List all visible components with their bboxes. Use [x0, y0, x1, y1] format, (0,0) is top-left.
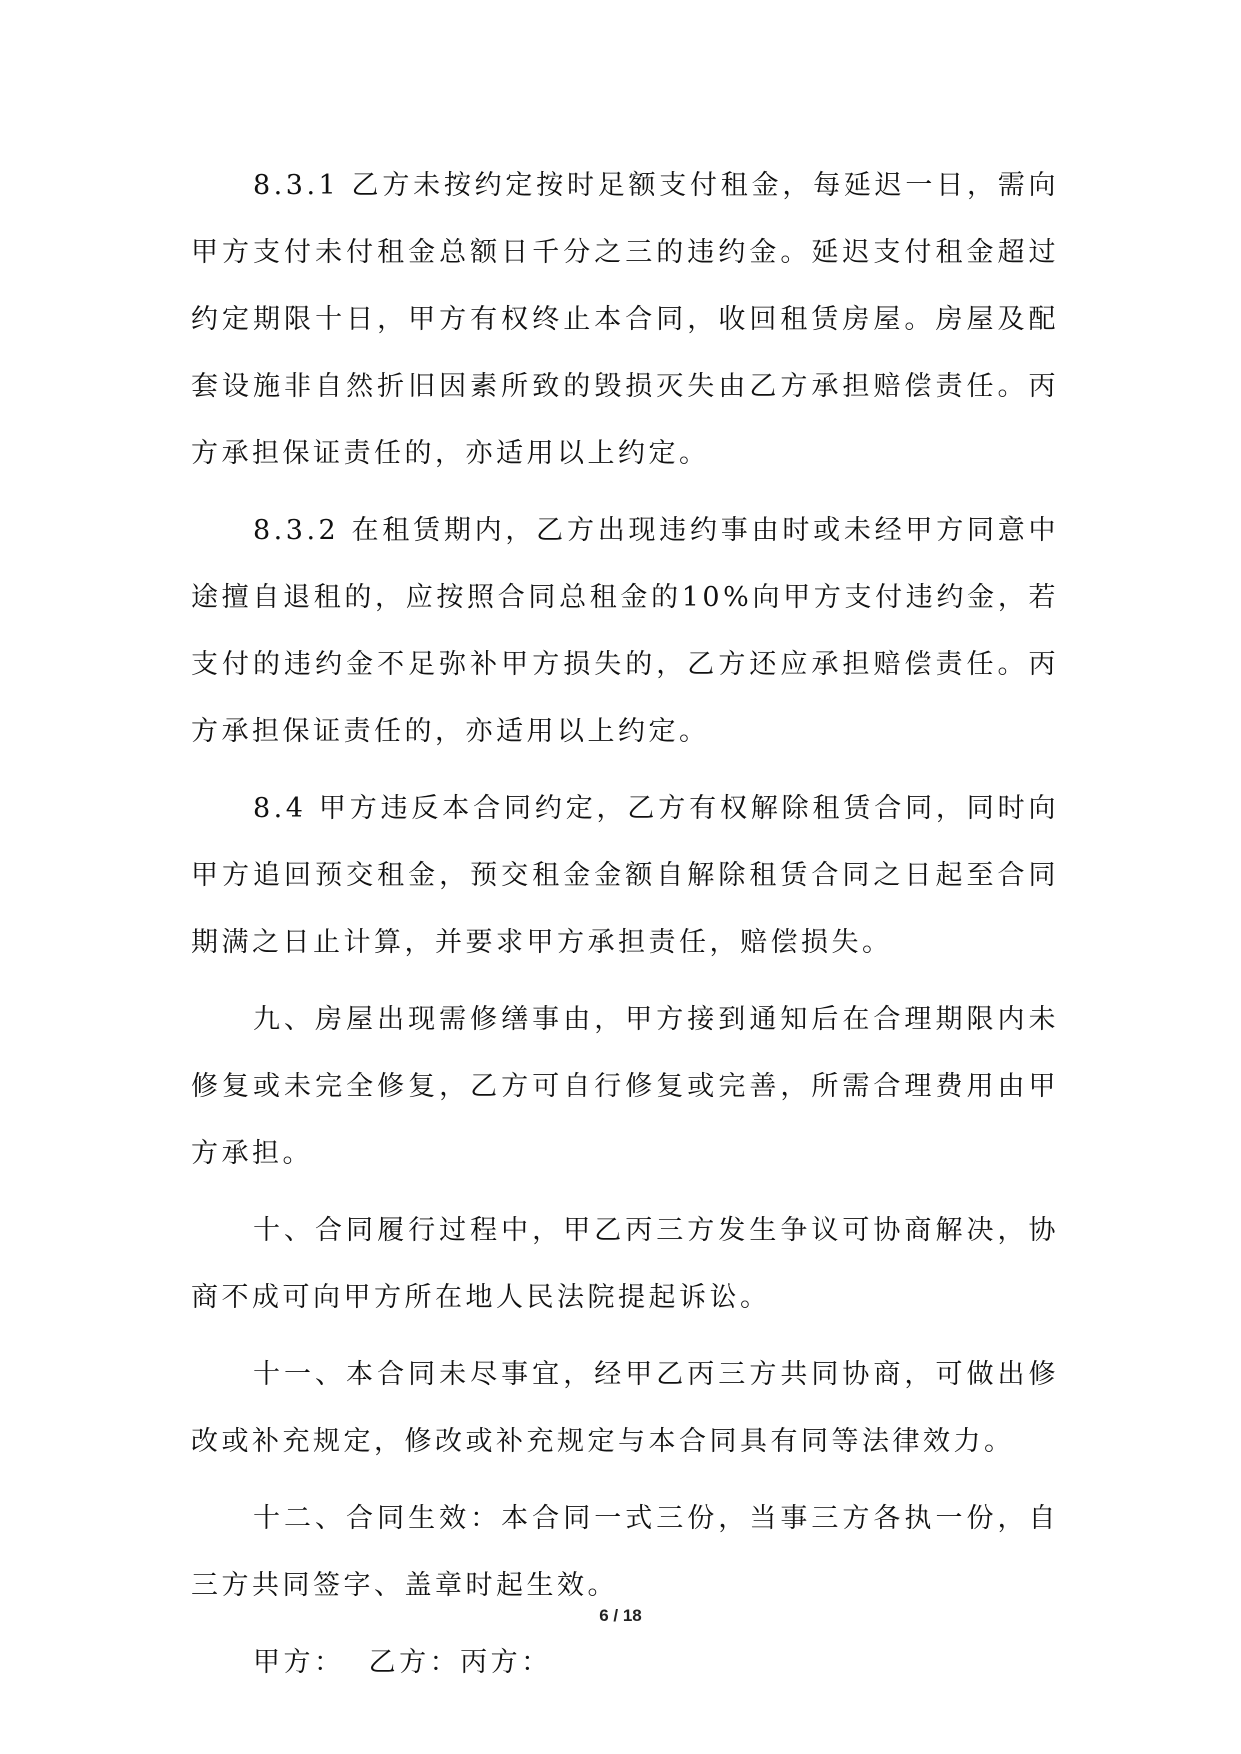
clause-8-3-1: 8.3.1 乙方未按约定按时足额支付租金，每延迟一日，需向甲方支付未付租金总额日千分之三的违约金。延迟支付租金超过约定期限十日，甲方有权终止本合同，收回租赁房屋。房屋及配套设施非自然折旧因素所致的毁损灭失由乙方承担赔偿责任。丙方承担保证责任的，亦适用以上约定。	[191, 170, 1059, 469]
clause-9: 九、房屋出现需修缮事由，甲方接到通知后在合理期限内未修复或未完全修复，乙方可自行修复或完善，所需合理费用由甲方承担。	[191, 1004, 1059, 1169]
clause-8-3-2: 8.3.2 在租赁期内，乙方出现违约事由时或未经甲方同意中途擅自退租的，应按照合同总租金的10%向甲方支付违约金，若支付的违约金不足弥补甲方损失的，乙方还应承担赔偿责任。丙方承担保证责任的，亦适用以上约定。	[191, 515, 1059, 747]
clause-12: 十二、合同生效：本合同一式三份，当事三方各执一份，自三方共同签字、盖章时起生效。	[191, 1503, 1059, 1601]
document-body	[191, 152, 1059, 1696]
signature-line: 甲方： 乙方：丙方：	[253, 1647, 552, 1678]
page-number: 6 / 18	[599, 1606, 642, 1625]
clause-8-4: 8.4 甲方违反本合同约定，乙方有权解除租赁合同，同时向甲方追回预交租金，预交租金金额自解除租赁合同之日起至合同期满之日止计算，并要求甲方承担责任，赔偿损失。	[191, 793, 1059, 958]
clause-11: 十一、本合同未尽事宜，经甲乙丙三方共同协商，可做出修改或补充规定，修改或补充规定与本合同具有同等法律效力。	[191, 1359, 1059, 1457]
clause-10: 十、合同履行过程中，甲乙丙三方发生争议可协商解决，协商不成可向甲方所在地人民法院提起诉讼。	[191, 1215, 1059, 1313]
